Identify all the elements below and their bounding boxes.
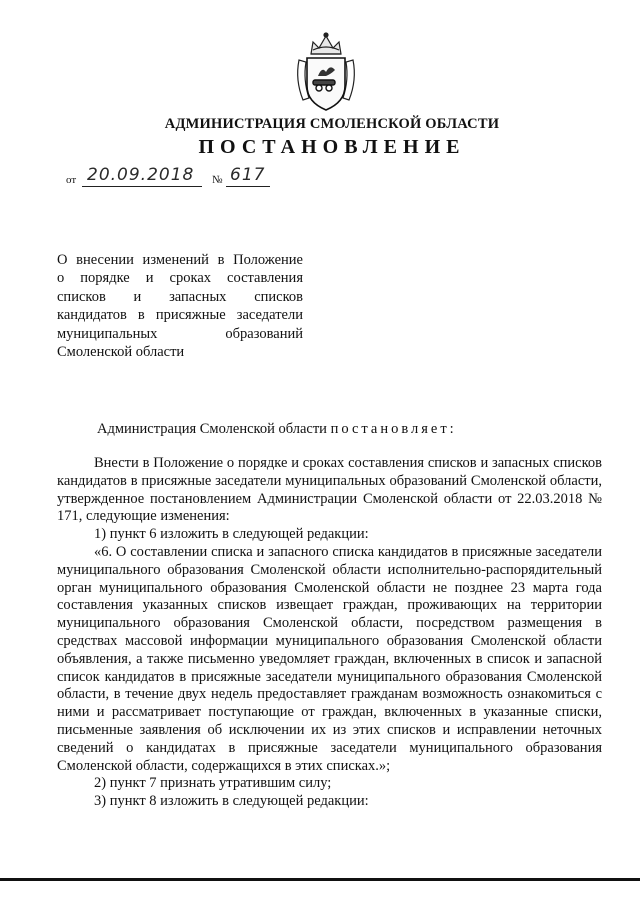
resolves-word: постановляет: [330, 421, 457, 437]
crown-icon [311, 33, 341, 54]
body-paragraph: «6. О составлении списка и запасного списка кандидатов в присяжные заседатели муниципального образования Смоленской области исполнительно-распорядительный орган муниципального образования Смоленской области не позднее 23 марта года составления указанных списков извещает граждан, проживающих на территории муниципального образования Смоленской области, посредством размещения в средствах массовой информации муниципального образования Смоленской области объявления, а также письменно уведомляет граждан, включенных в список и запасной список кандидатов в присяжные заседатели муниципального образования Смоленской области, в течение двух недель предоставляет гражданам возможность ознакомиться с ними и рассматривает поступающие от граждан, включенных в указанные списки, письменные заявления об исключении их из этих списков и исправлении неточных сведений о кандидатах в присяжные заседатели муниципального образования Смоленской области, содержащихся в этих списках.»; [57, 543, 602, 774]
coat-of-arms-emblem [289, 30, 363, 116]
body-paragraph: 2) пункт 7 признать утратившим силу; [94, 775, 332, 792]
subject-line: муниципальных образований [57, 325, 303, 342]
number-prefix: № [212, 174, 223, 186]
body-paragraph: 1) пункт 6 изложить в следующей редакции: [94, 526, 369, 543]
resolves-line [97, 421, 457, 438]
body-paragraph: Внести в Положение о порядке и сроках составления списков и запасных списков кандидатов в присяжные заседатели муниципальных образований Смоленской области, утвержденное постановлением Администрации Смоленской области от 22.03.2018 № 171, следующие изменения: [57, 455, 602, 525]
organization-name: АДМИНИСТРАЦИЯ СМОЛЕНСКОЙ ОБЛАСТИ [164, 116, 500, 132]
subject-line: кандидатов в присяжные заседатели [57, 307, 303, 324]
document-subject [57, 251, 303, 361]
document-type-title: ПОСТАНОВЛЕНИЕ [198, 136, 466, 158]
date-prefix: от [66, 174, 77, 186]
subject-line: о порядке и сроках составления [57, 270, 303, 287]
handwritten-date: 20.09.2018 [87, 165, 195, 185]
date-underline [82, 186, 202, 187]
number-underline [226, 186, 270, 187]
subject-line: О внесении изменений в Положение [57, 252, 303, 268]
document-body [57, 455, 602, 811]
handwritten-number: 617 [230, 165, 266, 185]
subject-line: списков и запасных списков [57, 288, 303, 305]
body-paragraph: 3) пункт 8 изложить в следующей редакции: [94, 793, 369, 810]
bottom-rule [0, 878, 640, 881]
resolves-prefix: Администрация Смоленской области [97, 421, 327, 437]
subject-line: Смоленской области [57, 344, 185, 361]
